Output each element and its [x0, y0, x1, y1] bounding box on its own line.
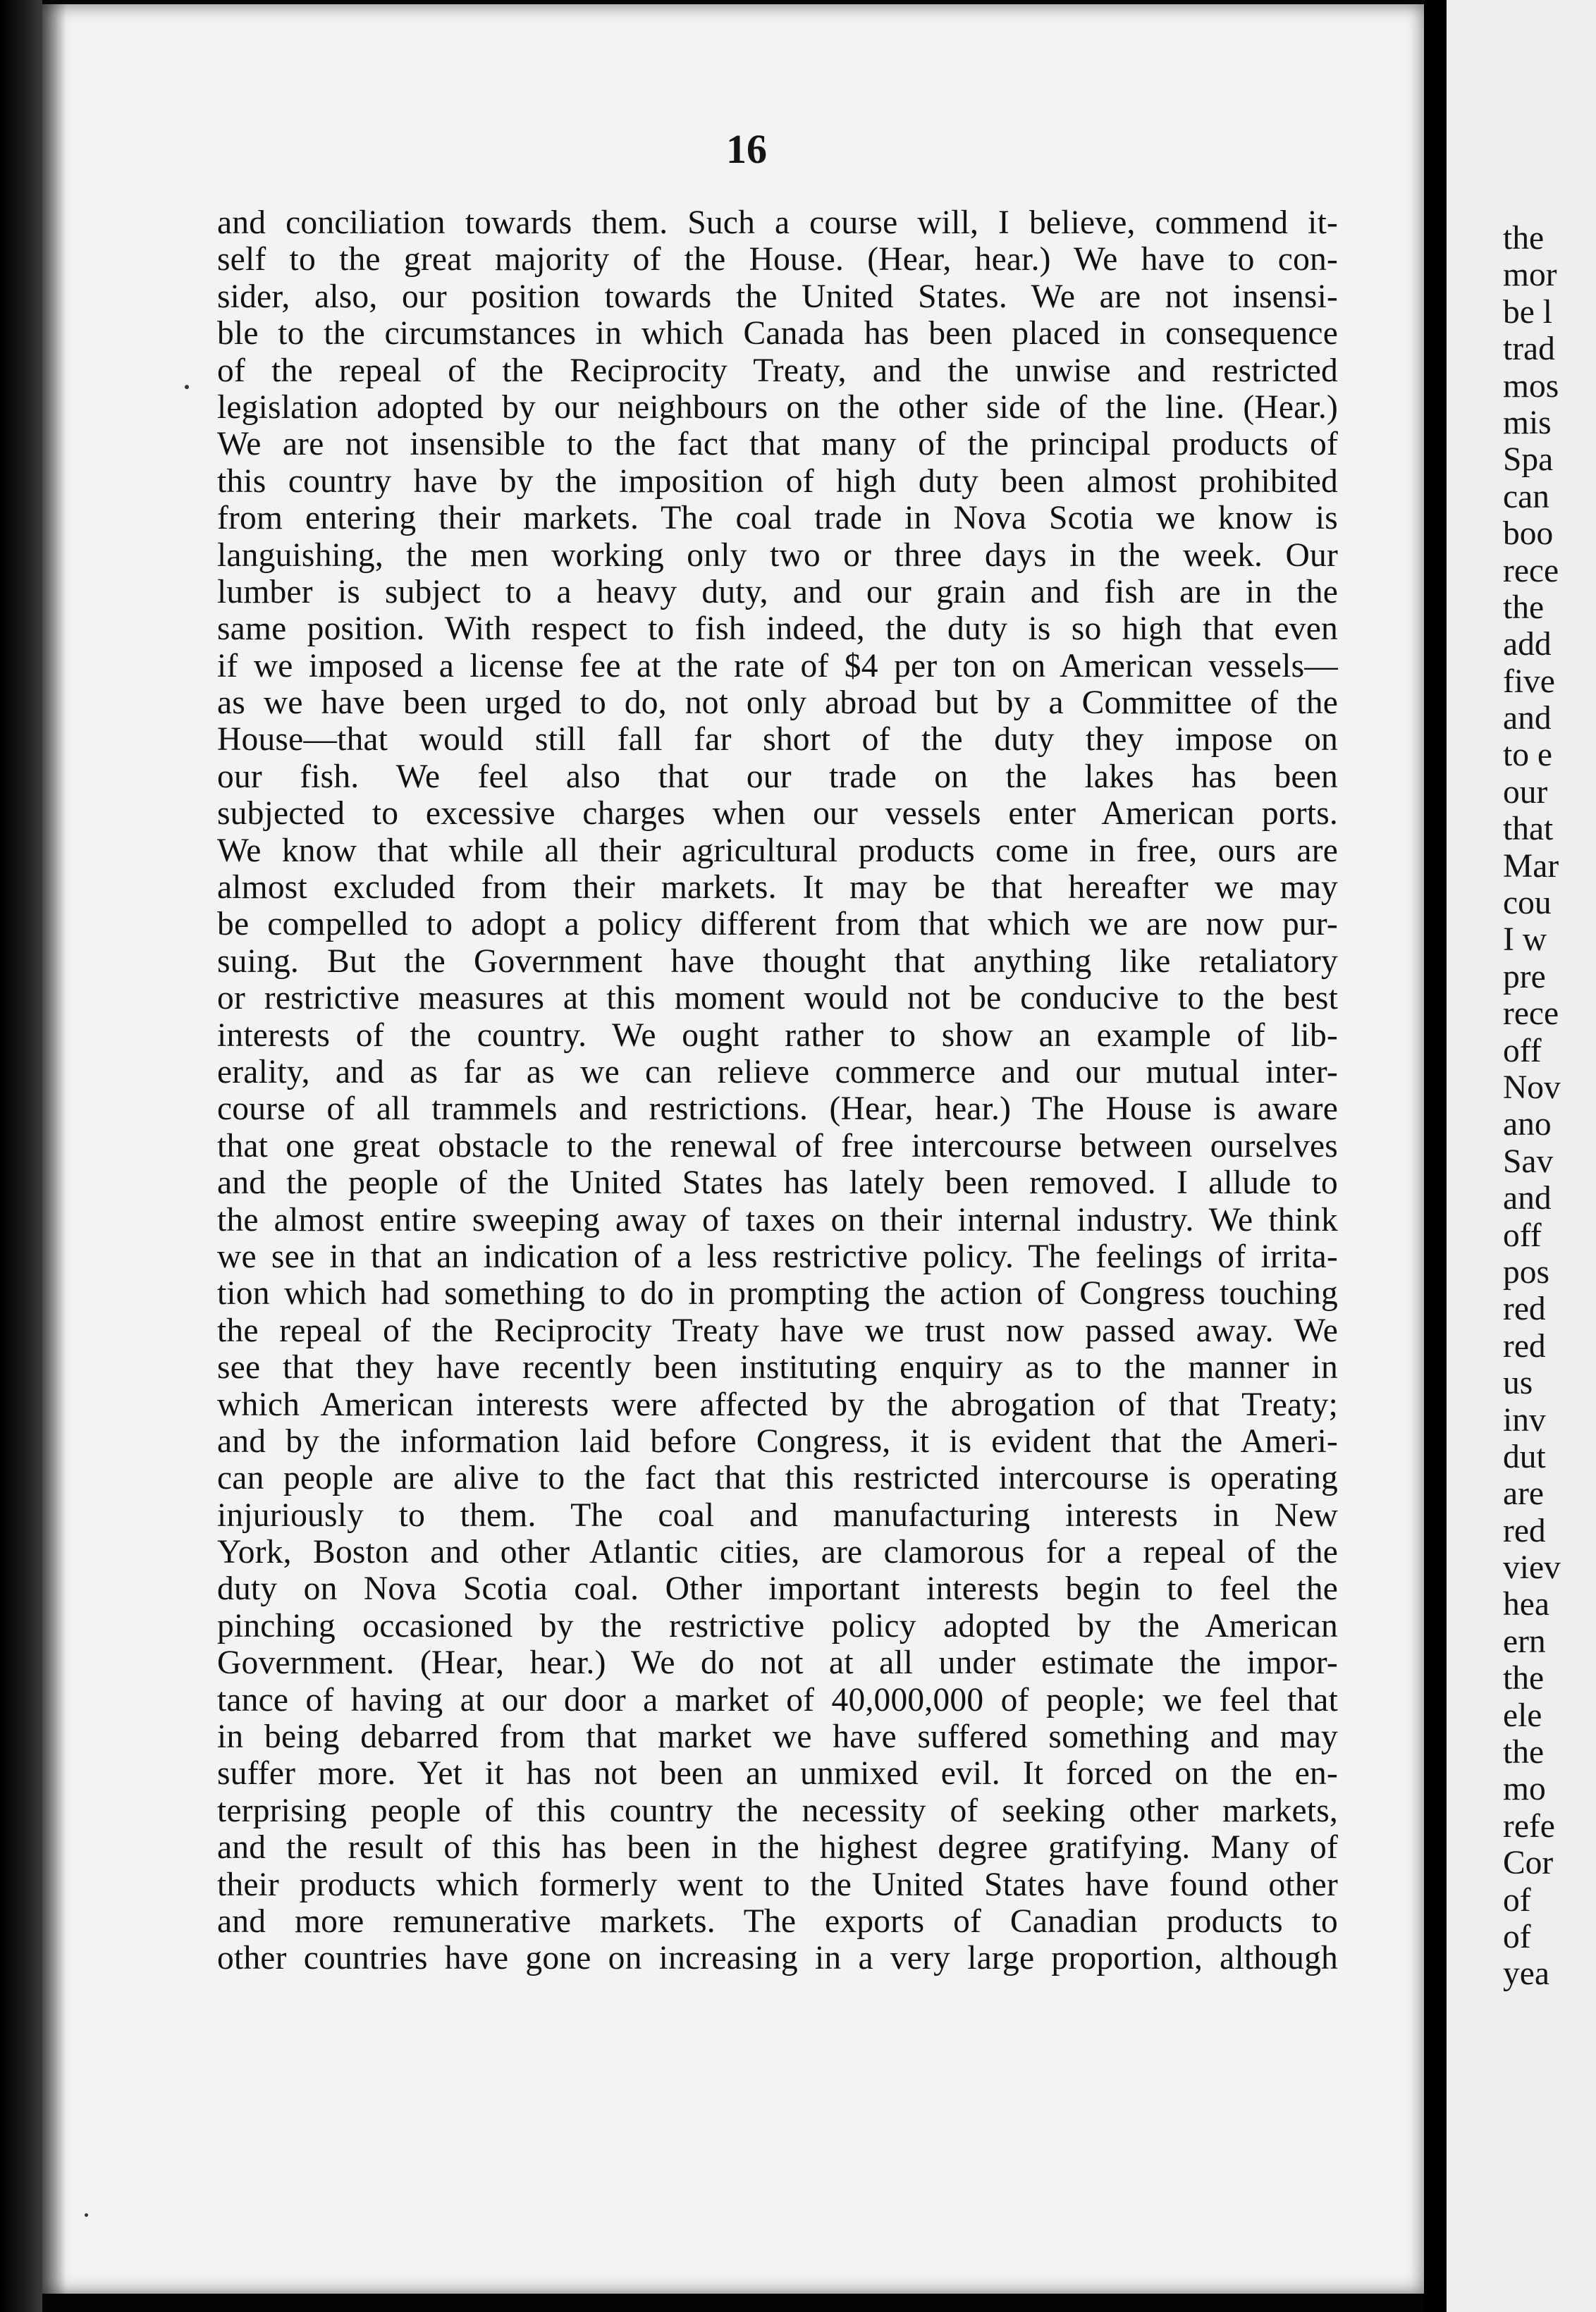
- page-body-text: [217, 204, 1338, 1977]
- adjacent-text-fragment: mo: [1503, 1771, 1546, 1808]
- adjacent-text-fragment: ele: [1503, 1697, 1542, 1734]
- text-line: and the result of this has been in the highest degree gratifying. Many of: [217, 1829, 1338, 1867]
- book-spine-shadow: [0, 0, 42, 2312]
- adjacent-text-fragment: rece: [1503, 995, 1559, 1033]
- adjacent-text-fragment: inv: [1503, 1401, 1546, 1439]
- adjacent-text-fragment: mor: [1503, 257, 1557, 294]
- text-line: Government. (Hear, hear.) We do not at all under estimate the impor-: [217, 1644, 1338, 1682]
- page-gutter: [1424, 0, 1447, 2312]
- text-line: We know that while all their agricultural products come in free, ours are: [217, 832, 1338, 869]
- adjacent-page-text: [1503, 220, 1596, 1993]
- scan-speck: [185, 385, 189, 389]
- adjacent-text-fragment: mos: [1503, 367, 1559, 405]
- adjacent-text-fragment: that: [1503, 811, 1554, 848]
- text-line: the repeal of the Reciprocity Treaty have we trust now passed away. We: [217, 1312, 1338, 1349]
- text-line: other countries have gone on increasing in a very large proportion, although: [217, 1940, 1338, 1977]
- text-line: tion which had something to do in prompting the action of Congress touching: [217, 1275, 1338, 1312]
- adjacent-text-fragment: off: [1503, 1032, 1542, 1069]
- text-line: and more remunerative markets. The exports of Canadian products to: [217, 1902, 1338, 1940]
- text-line: lumber is subject to a heavy duty, and our grain and fish are in the: [217, 573, 1338, 610]
- adjacent-text-fragment: red: [1503, 1327, 1546, 1365]
- adjacent-text-fragment: pos: [1503, 1253, 1549, 1291]
- text-line: same position. With respect to fish indeed, the duty is so high that even: [217, 610, 1338, 648]
- text-line: and by the information laid before Congress, it is evident that the Ameri-: [217, 1422, 1338, 1460]
- text-line: ble to the circumstances in which Canada has been placed in consequence: [217, 315, 1338, 352]
- text-line: of the repeal of the Reciprocity Treaty, and the unwise and restricted: [217, 352, 1338, 389]
- text-line: terprising people of this country the necessity of seeking other markets,: [217, 1792, 1338, 1829]
- text-line: duty on Nova Scotia coal. Other important interests begin to feel the: [217, 1570, 1338, 1608]
- adjacent-text-fragment: ano: [1503, 1106, 1552, 1143]
- text-line: from entering their markets. The coal trade in Nova Scotia we know is: [217, 500, 1338, 537]
- text-line: sider, also, our position towards the United States. We are not insensi-: [217, 278, 1338, 315]
- text-line: self to the great majority of the House. (Hear, hear.) We have to con-: [217, 241, 1338, 278]
- adjacent-text-fragment: Spa: [1503, 441, 1554, 479]
- text-line: York, Boston and other Atlantic cities, are clamorous for a repeal of the: [217, 1534, 1338, 1571]
- text-line: suing. But the Government have thought that anything like retaliatory: [217, 942, 1338, 980]
- text-line: the almost entire sweeping away of taxes on their internal industry. We think: [217, 1201, 1338, 1238]
- adjacent-text-fragment: red: [1503, 1291, 1546, 1328]
- text-line: interests of the country. We ought rather to show an example of lib-: [217, 1016, 1338, 1054]
- adjacent-text-fragment: Nov: [1503, 1069, 1561, 1106]
- scan-speck: [85, 2213, 88, 2217]
- adjacent-text-fragment: off: [1503, 1217, 1542, 1254]
- text-line: this country have by the imposition of high duty been almost prohibited: [217, 462, 1338, 500]
- text-line: can people are alive to the fact that this restricted intercourse is operating: [217, 1460, 1338, 1497]
- text-line: legislation adopted by our neighbours on the other side of the line. (Hear.): [217, 388, 1338, 426]
- adjacent-text-fragment: the: [1503, 1660, 1545, 1697]
- text-line: their products which formerly went to the United States have found other: [217, 1866, 1338, 1903]
- text-line: almost excluded from their markets. It may be that hereafter we may: [217, 869, 1338, 906]
- text-line: which American interests were affected by the abrogation of that Treaty;: [217, 1386, 1338, 1423]
- adjacent-text-fragment: red: [1503, 1512, 1546, 1549]
- adjacent-text-fragment: add: [1503, 626, 1552, 663]
- text-line: in being debarred from that market we have suffered something and may: [217, 1718, 1338, 1756]
- adjacent-text-fragment: Cor: [1503, 1845, 1554, 1882]
- adjacent-text-fragment: trad: [1503, 331, 1555, 368]
- adjacent-text-fragment: viev: [1503, 1549, 1561, 1587]
- text-line: and conciliation towards them. Such a course will, I believe, commend it-: [217, 204, 1338, 241]
- adjacent-text-fragment: Mar: [1503, 847, 1559, 885]
- text-line: languishing, the men working only two or three days in the week. Our: [217, 536, 1338, 574]
- text-line: be compelled to adopt a policy different from that which we are now pur-: [217, 906, 1338, 943]
- adjacent-text-fragment: the: [1503, 1734, 1545, 1771]
- adjacent-text-fragment: boo: [1503, 515, 1554, 553]
- text-line: suffer more. Yet it has not been an unmixed evil. It forced on the en-: [217, 1755, 1338, 1793]
- text-line: we see in that an indication of a less restrictive policy. The feelings of irrita-: [217, 1238, 1338, 1275]
- adjacent-text-fragment: the: [1503, 589, 1545, 626]
- adjacent-text-fragment: us: [1503, 1365, 1533, 1402]
- adjacent-text-fragment: dut: [1503, 1438, 1546, 1475]
- text-line: that one great obstacle to the renewal of free intercourse between ourselves: [217, 1127, 1338, 1164]
- adjacent-text-fragment: refe: [1503, 1807, 1555, 1845]
- adjacent-text-fragment: cou: [1503, 885, 1552, 922]
- text-line: or restrictive measures at this moment would not be conducive to the best: [217, 980, 1338, 1017]
- adjacent-text-fragment: the: [1503, 220, 1545, 257]
- adjacent-text-fragment: and: [1503, 700, 1552, 737]
- adjacent-text-fragment: mis: [1503, 404, 1552, 441]
- adjacent-text-fragment: be l: [1503, 293, 1552, 331]
- text-line: subjected to excessive charges when our vessels enter American ports.: [217, 795, 1338, 832]
- adjacent-text-fragment: can: [1503, 478, 1549, 515]
- adjacent-text-fragment: of: [1503, 1918, 1531, 1955]
- adjacent-text-fragment: of: [1503, 1881, 1531, 1919]
- text-line: pinching occasioned by the restrictive policy adopted by the American: [217, 1607, 1338, 1644]
- text-line: injuriously to them. The coal and manufacturing interests in New: [217, 1496, 1338, 1534]
- text-line: course of all trammels and restrictions. (Hear, hear.) The House is aware: [217, 1090, 1338, 1128]
- adjacent-text-fragment: ern: [1503, 1623, 1546, 1660]
- adjacent-text-fragment: pre: [1503, 958, 1546, 995]
- adjacent-text-fragment: our: [1503, 773, 1548, 811]
- text-line: if we imposed a license fee at the rate of $4 per ton on American vessels—: [217, 647, 1338, 684]
- adjacent-text-fragment: and: [1503, 1180, 1552, 1217]
- adjacent-text-fragment: to e: [1503, 737, 1552, 774]
- page-number: 16: [726, 126, 767, 172]
- adjacent-text-fragment: five: [1503, 663, 1555, 700]
- adjacent-text-fragment: I w: [1503, 921, 1547, 959]
- text-line: House—that would still fall far short of the duty they impose on: [217, 721, 1338, 758]
- text-line: as we have been urged to do, not only abroad but by a Committee of the: [217, 684, 1338, 722]
- adjacent-text-fragment: are: [1503, 1475, 1544, 1513]
- text-line: erality, and as far as we can relieve commerce and our mutual inter-: [217, 1053, 1338, 1090]
- text-line: tance of having at our door a market of 40,000,000 of people; we feel that: [217, 1681, 1338, 1718]
- text-line: see that they have recently been instituting enquiry as to the manner in: [217, 1349, 1338, 1386]
- adjacent-text-fragment: yea: [1503, 1955, 1549, 1993]
- text-line: and the people of the United States has lately been removed. I allude to: [217, 1164, 1338, 1202]
- adjacent-text-fragment: hea: [1503, 1586, 1549, 1623]
- adjacent-text-fragment: Sav: [1503, 1143, 1554, 1180]
- text-line: our fish. We feel also that our trade on the lakes has been: [217, 758, 1338, 795]
- adjacent-text-fragment: rece: [1503, 552, 1559, 589]
- text-line: We are not insensible to the fact that many of the principal products of: [217, 426, 1338, 463]
